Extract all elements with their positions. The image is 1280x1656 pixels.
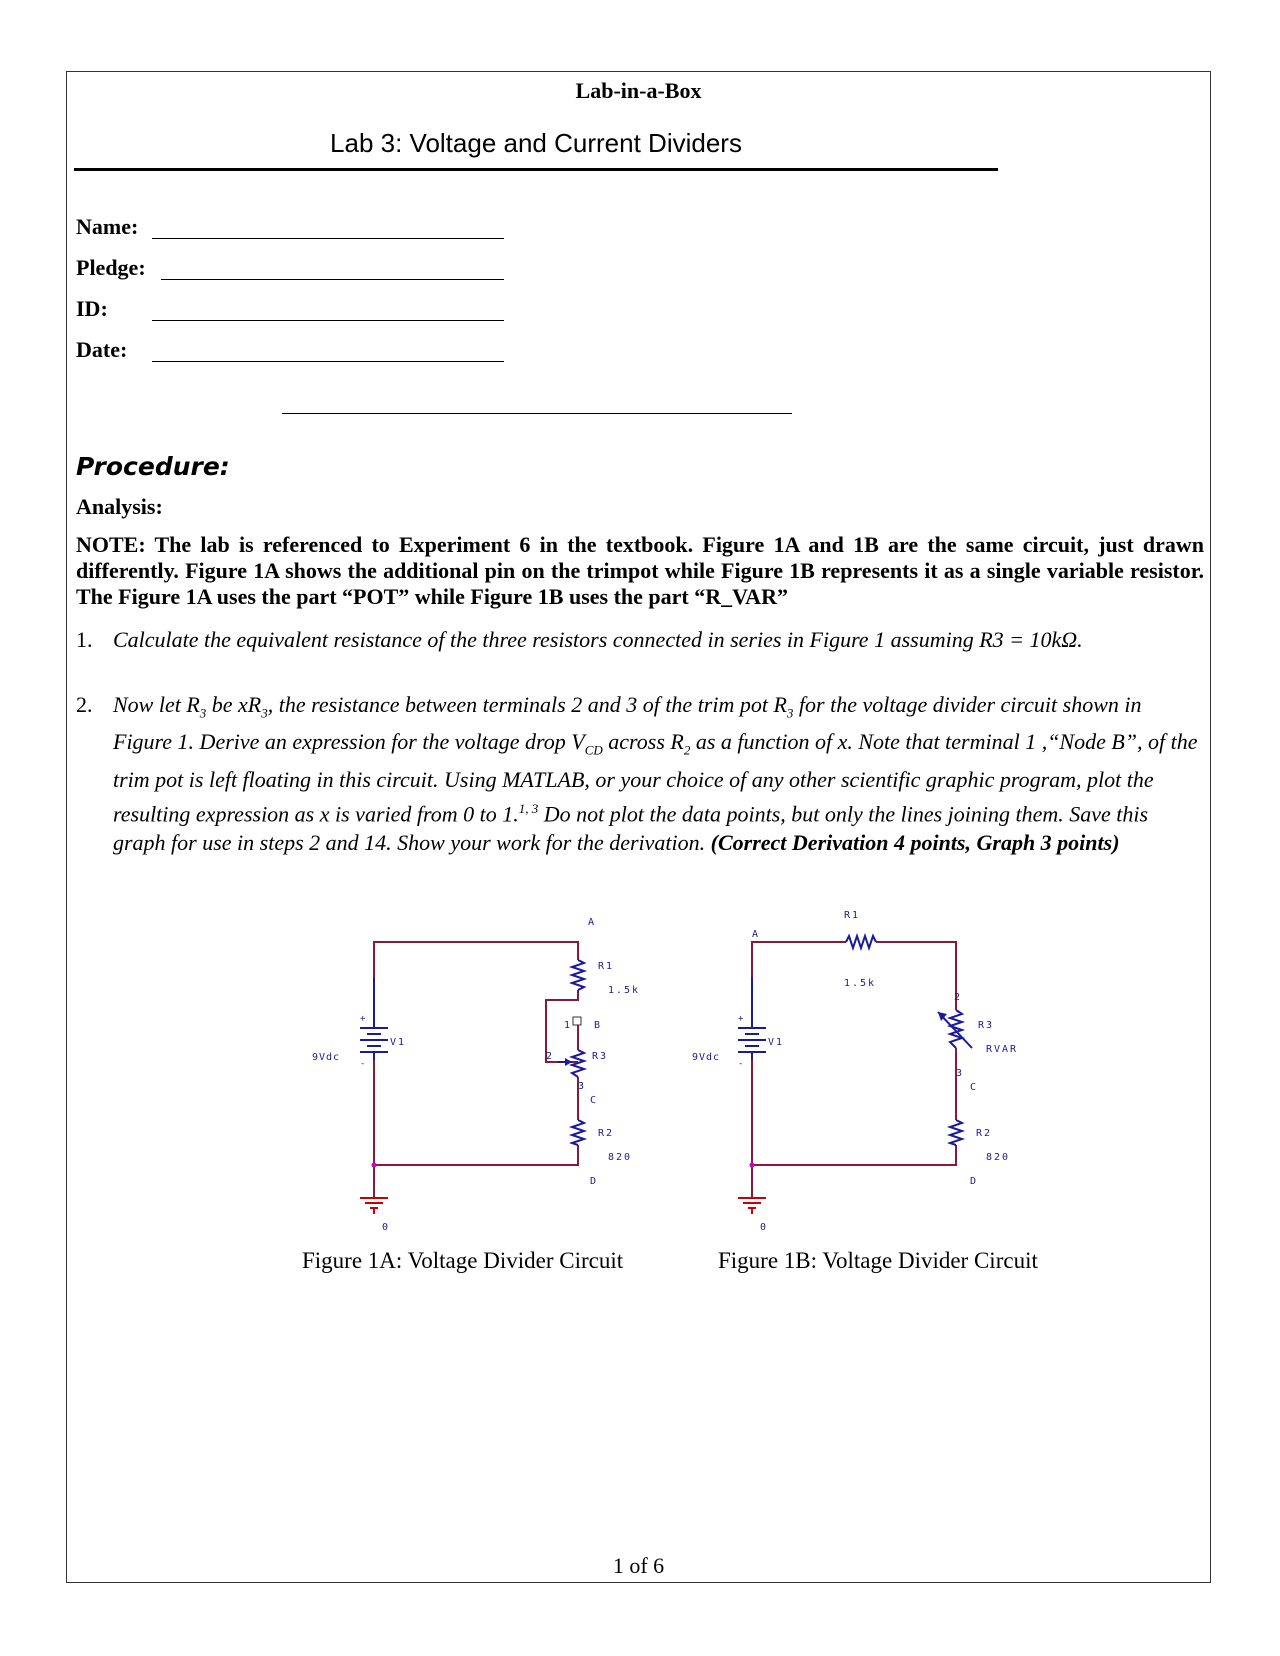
fig1a-node-c: C: [590, 1095, 597, 1106]
fig1b-r2-name: R2: [976, 1128, 993, 1139]
fig1a-node-a: A: [588, 917, 595, 928]
svg-text:+: +: [738, 1014, 744, 1024]
fig1b-node-d: D: [970, 1176, 977, 1187]
section-rule: [282, 413, 792, 414]
pledge-label: Pledge:: [76, 255, 146, 280]
figure-1a-schematic: [312, 900, 650, 1240]
pledge-field: [76, 255, 146, 283]
fig1a-ground-label: 0: [382, 1222, 389, 1233]
fig1b-pin2: 2: [954, 992, 961, 1003]
question-2-number: 2.: [76, 692, 93, 717]
fig1b-ground-label: 0: [760, 1222, 767, 1233]
fig1a-node-d: D: [590, 1176, 597, 1187]
analysis-heading: Analysis:: [76, 494, 163, 519]
title-rule: [74, 168, 998, 171]
question-2-text: Now let $R_3$ be $xR_3$, the resistance between terminals 2 and 3 of the trim pot $R_3$ for the voltage divider circuit shown in Figure 1. Derive an expression for the voltage drop $V_{CD}$ across $R_2$ as a function of x. Note that terminal 1 ,“Node B”, of the trim pot is left floating in this circuit. Using MATLAB, or your choice of any other scientific graphic program, plot the resulting expression as x is varied from 0 to 1.$^{1, 3}$ Do not plot the data points, but only the lines joining them. Save this graph for use in steps 2 and 14. Show your work for the derivation. (Correct Derivation 4 points, Graph 3 points): [113, 692, 1198, 856]
fig1b-r2-value: 820: [986, 1152, 1011, 1163]
question-1-number: 1.: [76, 627, 93, 652]
figure-1b-schematic: [692, 900, 1030, 1240]
fig1b-source-value: 9Vdc: [692, 1052, 721, 1063]
note-paragraph: NOTE: The lab is referenced to Experiment 6 in the textbook. Figure 1A and 1B are the same circuit, just drawn differently. Figure 1A shows the additional pin on the trimpot while Figure 1B represents it as a single variable resistor. The Figure 1A uses the part “POT” while Figure 1B uses the part “R_VAR”: [76, 532, 1204, 609]
name-field: [76, 214, 138, 242]
fig1b-pin3: 3: [956, 1068, 963, 1079]
fig1a-r1-value: 1.5k: [608, 985, 641, 996]
fig1a-pin3: 3: [578, 1081, 585, 1092]
fig1b-source-name: V1: [768, 1037, 785, 1048]
id-label: ID:: [76, 296, 108, 321]
fig1a-source-name: V1: [390, 1037, 407, 1048]
fig1a-pin1: 1: [564, 1020, 571, 1031]
date-label: Date:: [76, 337, 128, 362]
fig1a-source-value: 9Vdc: [312, 1052, 341, 1063]
lab-box-header: Lab-in-a-Box: [575, 78, 702, 103]
fig1b-r1-name: R1: [844, 910, 861, 921]
question-1-text: Calculate the equivalent resistance of the three resistors connected in series in Figure 1 assuming R3 = 10kΩ.: [113, 627, 1083, 652]
fig1a-r2-name: R2: [598, 1128, 615, 1139]
question-2: [76, 690, 1204, 857]
fig1b-r1-value: 1.5k: [844, 978, 877, 989]
id-field: [76, 296, 108, 324]
fig1b-r3-name: R3: [978, 1020, 995, 1031]
question-1: [76, 626, 1204, 654]
procedure-heading: Procedure:: [76, 452, 230, 481]
id-blank: [152, 320, 504, 321]
page-number: 1 of 6: [612, 1553, 665, 1578]
figure-1b-caption: Figure 1B: Voltage Divider Circuit: [718, 1248, 1038, 1273]
fig1a-r1-name: R1: [598, 961, 615, 972]
fig1b-r3-value: RVAR: [986, 1044, 1019, 1055]
fig1a-pin2: 2: [546, 1051, 553, 1062]
fig1b-node-c: C: [970, 1082, 977, 1093]
svg-text:+: +: [360, 1014, 366, 1024]
date-blank: [152, 361, 504, 362]
fig1a-r2-value: 820: [608, 1152, 633, 1163]
name-blank: [152, 238, 504, 239]
date-field: [76, 337, 127, 365]
fig1a-node-b: B: [594, 1020, 601, 1031]
fig1b-node-a: A: [752, 929, 759, 940]
fig1a-r3-name: R3: [592, 1051, 609, 1062]
page-title: Lab 3: Voltage and Current Dividers: [330, 128, 742, 158]
svg-text:-: -: [360, 1059, 366, 1069]
figure-1a-caption: Figure 1A: Voltage Divider Circuit: [302, 1248, 624, 1273]
pledge-blank: [161, 279, 504, 280]
name-label: Name:: [76, 214, 139, 239]
svg-text:-: -: [738, 1059, 744, 1069]
